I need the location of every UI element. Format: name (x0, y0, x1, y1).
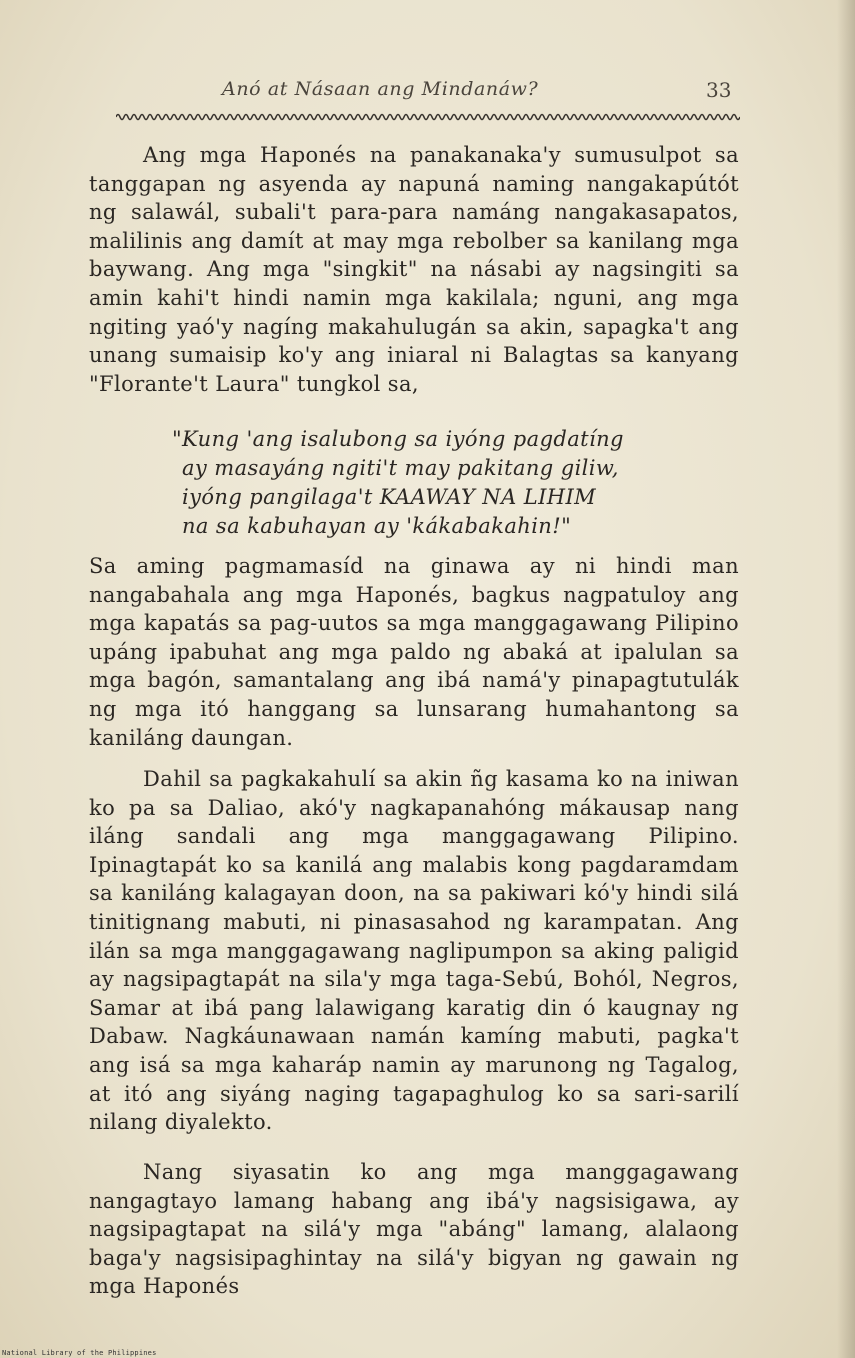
paragraph-4: Nang siyasatin ko ang mga manggagawang nangagtayo lamang habang ang ibá'y nagsisigawa, ay nagsipagtapat na silá'y mga "abáng" lamang, alalaong baga'y nagsisipaghintay na silá'y bigyan ng gawain ng mga Haponés (89, 1160, 739, 1299)
paragraph-3: Dahil sa pagkakahulí sa akin ñg kasama ko na iniwan ko pa sa Daliao, akó'y nagkapanahóng mákausap nang iláng sandali ang mga manggagawang Pilipino. Ipinagtapát ko sa kanilá ang malabis kong pagdaramdam sa kaniláng kalagayan doon, na sa pakiwari kó'y hindi silá tinitignang mabuti, ni pinasasahod ng karampatan. Ang ilán sa mga manggagawang naglipumpon sa aking paligid ay nagsipagtapát na sila'y mga taga-Sebú, Bohól, Negros, Samar at ibá pang lalawigang karatig din ó kaugnay ng Dabaw. Nagkáunawaan namán kamíng mabuti, pagka't ang isá sa mga kaharáp namin ay marunong ng Tagalog, at itó ang siyáng naging tagapaghulog ko sa sari-sarilí nilang diyalekto. (89, 767, 739, 1135)
quote-line-1: "Kung 'ang isalubong sa iyóng pagdatíng (172, 427, 624, 451)
quote-line-3: iyóng pangilaga't KAAWAY NA LIHIM (182, 485, 597, 509)
running-head-title: Anó at Násaan ang Mindanáw? (222, 78, 539, 100)
quote-line-4: na sa kabuhayan ay 'kákabakahin!" (182, 514, 572, 538)
page-number: 33 (706, 78, 732, 102)
running-head (0, 78, 855, 108)
quote-line-2: ay masayáng ngiti't may pakitang giliw, (182, 456, 619, 480)
wavy-divider (116, 110, 740, 124)
page-edge-shadow (837, 0, 855, 1358)
paragraph-1: Ang mga Haponés na panakanaka'y sumusulpot sa tanggapan ng asyenda ay napuná naming nangakapútót ng salawál, subali't para-para namáng nangakasapatos, malilinis ang damít at may mga rebolber sa kanilang mga baywang. Ang mga "singkit" na násabi ay nagsingiti sa amin kahi't hindi namin mga kakilala; nguni, ang mga ngiting yaó'y nagíng makahulugán sa akin, sapagka't ang unang sumaisip ko'y ang iniaral ni Balagtas sa kanyang "Florante't Laura" tungkol sa, (89, 143, 739, 396)
library-credit: National Library of the Philippines (2, 1349, 157, 1357)
poem-quote (172, 425, 692, 541)
paragraph-2: Sa aming pagmamasíd na ginawa ay ni hindi man nangabahala ang mga Haponés, bagkus nagpatuloy ang mga kapatás sa pag-uutos sa mga manggagawang Pilipino upáng ipabuhat ang mga paldo ng abaká at ipalulan sa mga bagón, samantalang ang ibá namá'y pinapagtutulák ng mga itó hanggang sa lunsarang humahantong sa kaniláng daungan. (89, 554, 739, 750)
